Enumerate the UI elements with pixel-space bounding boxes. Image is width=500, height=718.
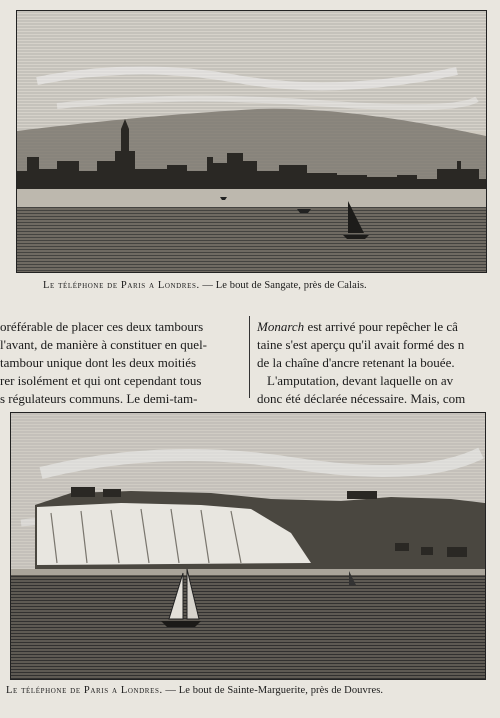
column-rule — [249, 316, 250, 398]
text-line: L'amputation, devant laquelle on av — [267, 373, 454, 388]
text-line: donc été déclarée nécessaire. Mais, com — [257, 391, 466, 406]
text-line: taine s'est aperçu qu'il avait formé des n — [257, 337, 465, 352]
caption-top-rest: — Le bout de Sangate, près de Calais. — [199, 280, 367, 291]
text-line: oréférable de placer ces deux tambours — [0, 319, 204, 334]
engraving-sangatte — [16, 10, 487, 273]
caption-top-title: Le téléphone de Paris a Londres. — [43, 280, 200, 291]
text-column-left — [0, 318, 244, 406]
caption-top — [43, 280, 367, 291]
caption-bottom-title: Le téléphone de Paris a Londres. — [6, 685, 163, 696]
text-line: rer isolément et qui ont cependant tous — [0, 373, 202, 388]
caption-bottom — [6, 685, 383, 696]
text-column-right — [257, 318, 500, 406]
text-line — [257, 318, 500, 336]
ship-name: Monarch — [257, 319, 305, 334]
caption-bottom-rest: — Le bout de Sainte-Marguerite, près de Douvres. — [162, 685, 384, 696]
text-line: s régulateurs communs. Le demi-tam- — [0, 391, 198, 406]
text-line: de la chaîne d'ancre retenant la bouée. — [257, 355, 455, 370]
engraving-sainte-marguerite — [10, 412, 486, 680]
text-line: tambour unique dont les deux moitiés — [0, 355, 197, 370]
text-line-rest: est arrivé pour repêcher le câ — [304, 319, 458, 334]
text-line: l'avant, de manière à constituer en quel- — [0, 337, 208, 352]
